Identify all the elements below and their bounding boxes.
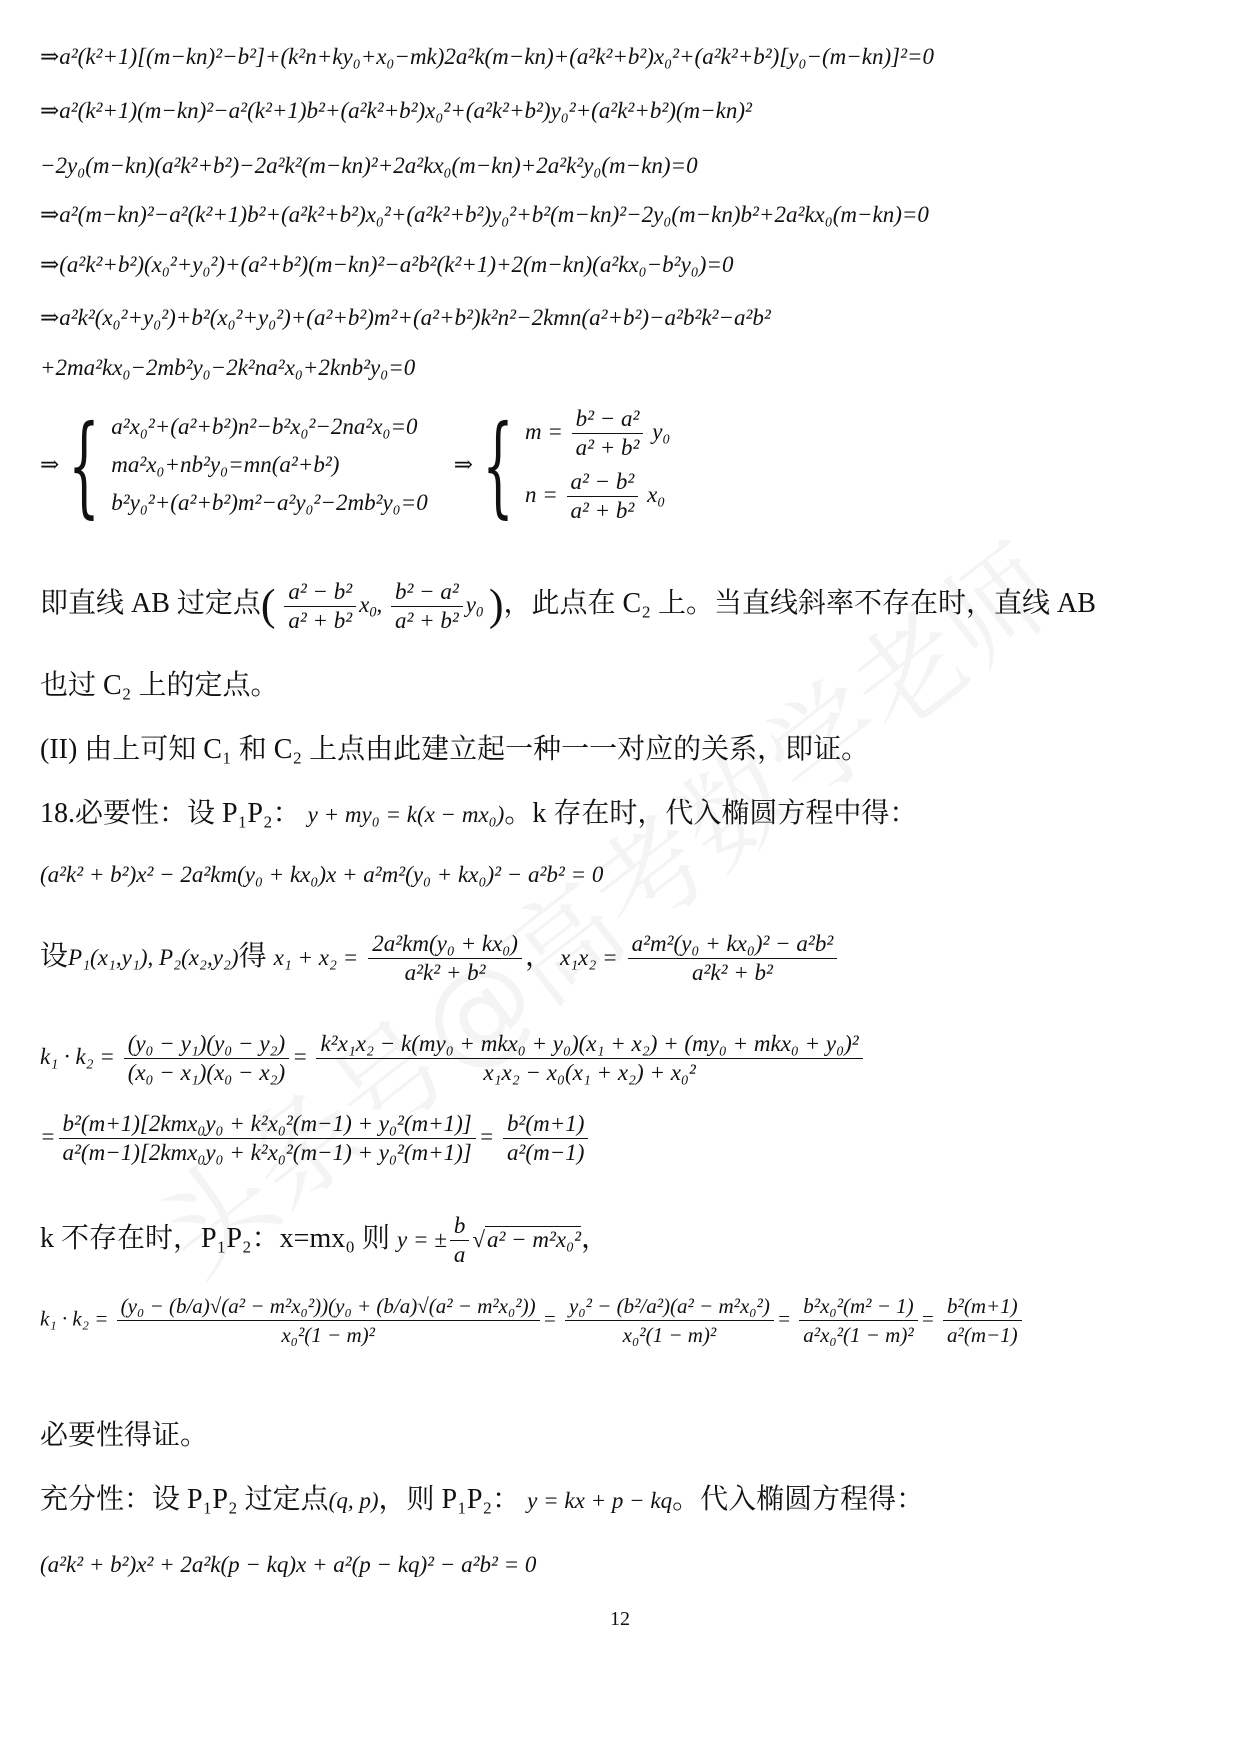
equation-system [40, 401, 671, 529]
quadratic-equation-2: (a²k² + b²)x² + 2a²k(p − kq)x + a²(p − kq)² − a²b² = 0 [40, 1552, 537, 1577]
left-brace: { [482, 401, 514, 529]
page-number: 12 [610, 1608, 630, 1630]
paragraph-part-ii: (II) 由上可知 C₁ 和 C₂ 上点由此建立起一种一一对应的关系，即证。 [40, 734, 870, 765]
solution-rows [525, 405, 670, 525]
paragraph-k-undefined: k 不存在时，P₁P₂：x=mx₀ 则 y = ± $\frac{b}{a}$ √a² − m²x₀²， [40, 1213, 610, 1267]
slope-product-line-1: k₁ · k₂ = $\frac{\text{(y₀ − y₁)(y₀ − y₂)}}{\text{(x₀ − x₁)(x₀ − x₂)}}$ = $\frac{\text{k²x₁x₂ − k(my₀ + mkx₀ + y₀)(x₁ + x₂) + (my₀ + mkx₀ + y₀)²}}{\text{x₁x₂ − x₀(x₁ + x₂) + x₀²}}$ [40, 1030, 866, 1087]
equation-line-4: ⇒a²(m−kn)²−a²(k²+1)b²+(a²k²+b²)x₀²+(a²k²+b²)y₀²+b²(m−kn)²−2y₀(m−kn)b²+2a²kx₀(m−kn)=0 [40, 202, 929, 227]
equation-line-7: +2ma²kx₀−2mb²y₀−2k²na²x₀+2knb²y₀=0 [40, 355, 416, 380]
equation-line-5: ⇒(a²k²+b²)(x₀²+y₀²)+(a²+b²)(m−kn)²−a²b²(k²+1)+2(m−kn)(a²kx₀−b²y₀)=0 [40, 252, 734, 277]
left-brace: { [68, 401, 101, 529]
equation-line-6: ⇒a²k²(x₀²+y₀²)+b²(x₀²+y₀²)+(a²+b²)m²+(a²+b²)k²n²−2kmn(a²+b²)−a²b²k²−a²b² [40, 305, 771, 330]
vieta-line: 设P₁(x₁,y₁), P₂(x₂,y₂)得 x₁ + x₂ = $\frac{\text{2a²km(y₀ + kx₀)}}{\text{a²k² + b²}}$ ， x₁x₂ = $\frac{\text{a²m²(y₀ + kx₀)² − a²b²}}{\text{a²k² + b²}}$ [40, 930, 840, 987]
equation-line-2: ⇒a²(k²+1)(m−kn)²−a²(k²+1)b²+(a²k²+b²)x₀²+(a²k²+b²)y₀²+(a²k²+b²)(m−kn)² [40, 98, 752, 123]
implies-symbol: ⇒ [453, 452, 473, 477]
equation-line-1: ⇒a²(k²+1)[(m−kn)²−b²]+(k²n+ky₀+x₀−mk)2a²k(m−kn)+(a²k²+b²)x₀²+(a²k²+b²)[y₀−(m−kn)]²=0 [40, 44, 934, 69]
paragraph-necessity-proved: 必要性得证。 [40, 1420, 209, 1451]
system-row-1: a²x₀²+(a²+b²)n²−b²x₀²−2na²x₀=0 [111, 414, 418, 439]
solution-n: n = $\frac{\text{a² − b²}}{\text{a² + b²}}$ x₀ [524, 469, 666, 523]
quadratic-equation-1: (a²k² + b²)x² − 2a²km(y₀ + kx₀)x + a²m²(y₀ + kx₀)² − a²b² = 0 [40, 862, 604, 887]
paragraph-necessity: 18.必要性：设 P₁P₂： y + my₀ = k(x − mx₀)。k 存在时，代入椭圆方程中得： [40, 798, 918, 829]
system-row-2: ma²x₀+nb²y₀=mn(a²+b²) [111, 452, 340, 477]
solution-m: m = $\frac{\text{b² − a²}}{\text{a² + b²}}$ y₀ [524, 406, 671, 460]
paragraph-also-fixed-point: 也过 C₂ 上的定点。 [40, 670, 279, 701]
slope-product-line-3: k₁ · k₂ = $\frac{\text{(y₀ − (b/a)√(a² − m²x₀²))(y₀ + (b/a)√(a² − m²x₀²))}}{\text{x₀²(1 − m)²}}$ = $\frac{\text{y₀² − (b²/a²)(a² − m²x₀²)}}{\text{x₀²(1 − m)²}}$ = $\frac{\text{b²x₀²(m² − 1)}}{\text{a²x₀²(1 − m)²}}$ = $\frac{\text{b²(m+1)}}{\text{a²(m−1)}}$ [40, 1292, 1025, 1349]
paragraph-fixed-point: 即直线 AB 过定点( $\frac{\text{a² − b²}}{\text{a² + b²}}$ $x_0$, $\frac{\text{b² − a²}}{\text{a² + b²}}$ $y_0$ )，此点在 C₂ 上。当直线斜率不存在时，直线 AB [40, 579, 1096, 633]
slope-product-line-2: = $\frac{\text{b²(m+1)[2kmx₀y₀ + k²x₀²(m−1) + y₀²(m+1)]}}{\text{a²(m−1)[2kmx₀y₀ + k²x₀²(m−1) + y₀²(m+1)]}}$ = $\frac{\text{b²(m+1)}}{\text{a²(m−1)}}$ [40, 1110, 591, 1167]
system-row-3: b²y₀²+(a²+b²)m²−a²y₀²−2mb²y₀=0 [111, 490, 428, 515]
system-rows [111, 414, 427, 516]
paragraph-sufficiency: 充分性：设 P₁P₂ 过定点(q, p)，则 P₁P₂： y = kx + p − kq。代入椭圆方程得： [40, 1484, 925, 1515]
equation-line-3: −2y₀(m−kn)(a²k²+b²)−2a²k²(m−kn)²+2a²kx₀(m−kn)+2a²k²y₀(m−kn)=0 [40, 153, 698, 178]
implies-symbol: ⇒ [40, 452, 60, 477]
